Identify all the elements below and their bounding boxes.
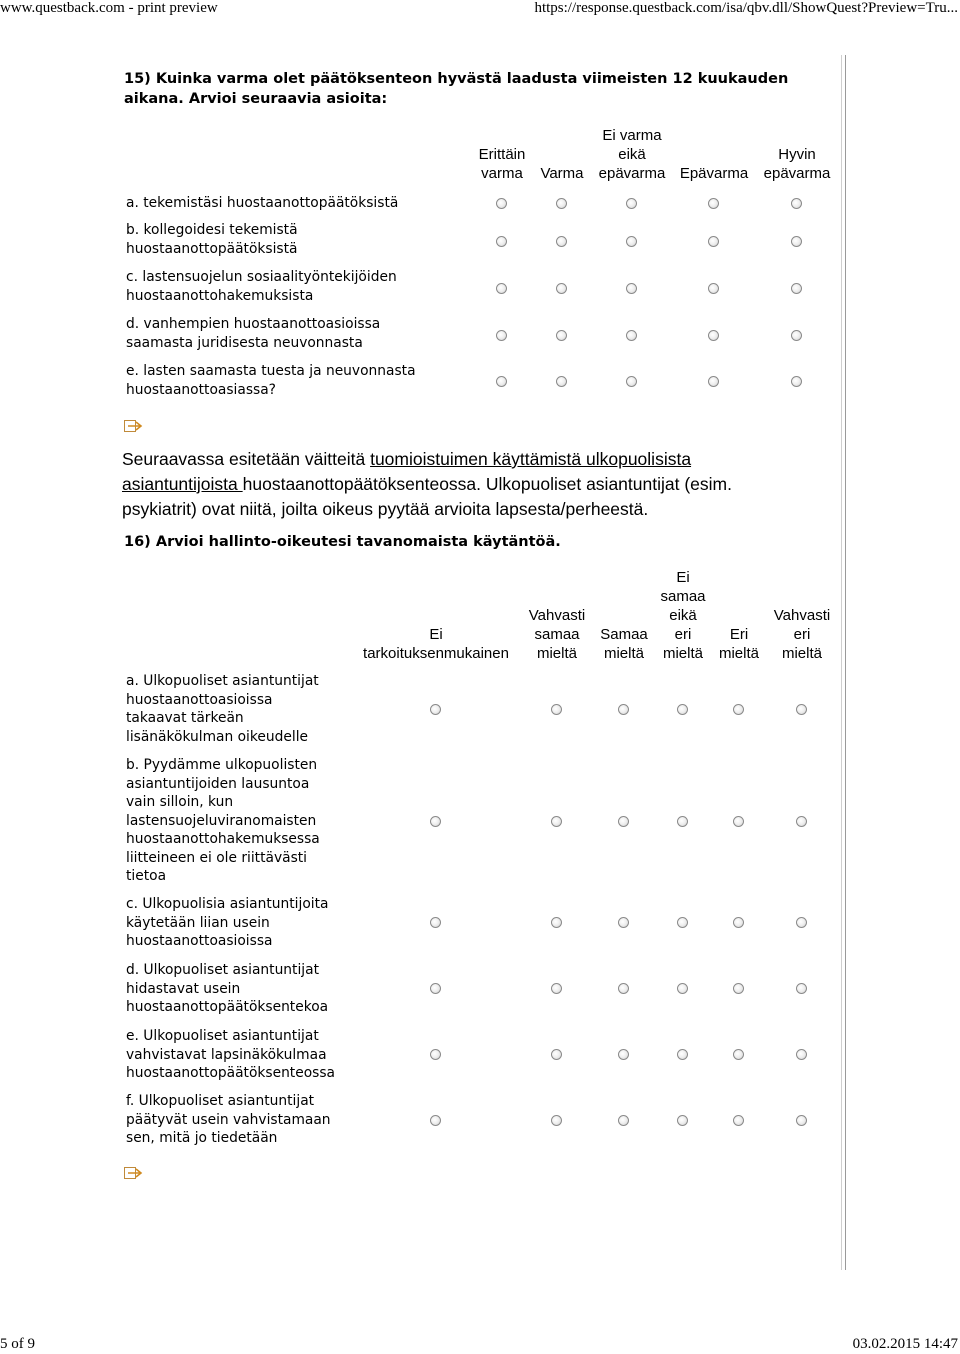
q16-column-header-line: mieltä	[662, 645, 703, 662]
q16-column-header-line: Vahvasti	[528, 607, 586, 624]
q16-row-label-line: f. Ulkopuoliset asiantuntijat	[126, 1093, 315, 1109]
q16-row-label-line: e. Ulkopuoliset asiantuntijat	[126, 1028, 319, 1044]
q15-radio-button[interactable]	[626, 236, 637, 247]
q16-column-header-line: Eri	[729, 626, 749, 643]
q16-row-label	[126, 1027, 335, 1083]
q15-row-label-line: c. lastensuojelun sosiaalityöntekijöiden	[126, 269, 397, 285]
q16-row-label-line: käytetään liian usein	[126, 914, 270, 931]
q15-column-header-line: Hyvin	[778, 146, 816, 163]
q16-radio-button[interactable]	[733, 917, 744, 928]
q15-column-header	[532, 164, 592, 183]
q16-radio-button[interactable]	[796, 816, 807, 827]
q16-row-label-line: takaavat tärkeän	[126, 710, 244, 726]
q16-row-label-line: hidastavat usein	[126, 980, 241, 997]
q16-column-header-line: Ei	[676, 569, 690, 586]
q15-radio-button[interactable]	[556, 330, 567, 341]
q15-radio-button[interactable]	[708, 283, 719, 294]
q16-radio-button[interactable]	[733, 983, 744, 994]
q15-column-header-line: Varma	[540, 165, 584, 182]
q15-radio-button[interactable]	[556, 198, 567, 209]
q16-row-label-line: asiantuntijoiden lausuntoa	[126, 775, 310, 792]
info-text-2: huostaanottopäätöksenteossa. Ulkopuoliset asiantuntijat (esim.	[242, 474, 732, 494]
q15-radio-button[interactable]	[626, 376, 637, 387]
q16-column-header	[596, 625, 652, 663]
q16-row-label	[126, 672, 319, 746]
info-text-3: psykiatrit) ovat niitä, joilta oikeus pyytää arvioita lapsesta/perheestä.	[122, 499, 649, 519]
q15-radio-button[interactable]	[496, 376, 507, 387]
q15-column-header-line: epävarma	[598, 165, 666, 182]
q15-radio-button[interactable]	[496, 283, 507, 294]
q16-column-header-line: eri	[674, 626, 692, 643]
q15-radio-button[interactable]	[496, 236, 507, 247]
q16-radio-button[interactable]	[733, 704, 744, 715]
q15-row-label-line: a. tekemistäsi huostaanottopäätöksistä	[126, 195, 399, 211]
q16-column-header-line: eikä	[669, 607, 697, 624]
q15-column-header	[757, 145, 837, 183]
q15-column-header-line: Epävarma	[679, 165, 749, 182]
q16-radio-button[interactable]	[677, 1115, 688, 1126]
q16-radio-button[interactable]	[618, 1049, 629, 1060]
q15-radio-button[interactable]	[556, 376, 567, 387]
q16-radio-button[interactable]	[430, 1049, 441, 1060]
print-header-title: www.questback.com - print preview	[0, 0, 218, 16]
info-text-1: Seuraavassa esitetään väitteitä	[122, 449, 371, 469]
q16-radio-button[interactable]	[618, 704, 629, 715]
q16-row-label-line: liitteineen ei ole riittävästi	[126, 849, 308, 866]
q15-radio-button[interactable]	[556, 283, 567, 294]
q16-radio-button[interactable]	[430, 816, 441, 827]
info-link-text-2: asiantuntijoista	[122, 474, 243, 494]
q16-row-label-line: huostaanottoasioissa	[126, 933, 273, 949]
q16-column-header-line: mieltä	[536, 645, 577, 662]
q16-radio-button[interactable]	[796, 983, 807, 994]
q16-radio-button[interactable]	[618, 816, 629, 827]
q15-radio-button[interactable]	[708, 236, 719, 247]
q16-row-label	[126, 895, 329, 951]
q16-radio-button[interactable]	[677, 704, 688, 715]
q15-row-label-line: saamasta juridisesta neuvonnasta	[126, 334, 363, 351]
q15-title-line1: 15) Kuinka varma olet päätöksenteon hyvästä laadusta viimeisten 12 kuukauden	[124, 71, 789, 87]
q16-row-label-line: a. Ulkopuoliset asiantuntijat	[126, 673, 319, 689]
q15-radio-button[interactable]	[708, 330, 719, 341]
next-arrow-icon-bottom[interactable]	[124, 1166, 146, 1180]
q16-column-header	[767, 606, 837, 663]
q16-column-header	[714, 625, 764, 663]
q16-column-header	[658, 568, 708, 663]
q15-title-line2: aikana. Arvioi seuraavia asioita:	[124, 91, 388, 107]
q15-radio-button[interactable]	[791, 330, 802, 341]
q16-row-label	[126, 756, 320, 886]
q15-row-label-line: huostaanottopäätöksistä	[126, 240, 298, 257]
q16-row-label-line: lastensuojeluviranomaisten	[126, 812, 317, 829]
q15-radio-button[interactable]	[791, 236, 802, 247]
q16-row-label	[126, 1092, 331, 1148]
info-link-text-1: tuomioistuimen käyttämistä ulkopuolisista	[370, 449, 692, 469]
q15-row-label	[126, 268, 397, 305]
q16-radio-button[interactable]	[551, 816, 562, 827]
q15-radio-button[interactable]	[791, 198, 802, 209]
q15-column-header	[592, 126, 672, 183]
q16-radio-button[interactable]	[733, 1115, 744, 1126]
q16-radio-button[interactable]	[796, 1049, 807, 1060]
q16-row-label-line: huostaanottohakemuksessa	[126, 831, 320, 847]
q16-row-label-line: sen, mitä jo tiedetään	[126, 1130, 278, 1146]
q16-column-header-line: Ei	[429, 626, 443, 643]
q16-radio-button[interactable]	[733, 816, 744, 827]
q16-column-header-line: mieltä	[603, 645, 644, 662]
q16-radio-button[interactable]	[677, 917, 688, 928]
q15-radio-button[interactable]	[626, 198, 637, 209]
q15-radio-button[interactable]	[626, 330, 637, 341]
q15-radio-button[interactable]	[791, 376, 802, 387]
page-number: 5 of 9	[0, 1336, 35, 1352]
q15-column-header	[674, 164, 754, 183]
q15-radio-button[interactable]	[626, 283, 637, 294]
q16-radio-button[interactable]	[677, 1049, 688, 1060]
q16-column-header-line: samaa	[534, 626, 580, 643]
q16-radio-button[interactable]	[796, 704, 807, 715]
q16-radio-button[interactable]	[551, 917, 562, 928]
q15-row-label-line: huostaanottoasiassa?	[126, 381, 276, 398]
q15-row-label	[126, 362, 416, 399]
q16-column-header-line: tarkoituksenmukainen	[363, 645, 509, 662]
print-footer	[0, 1336, 960, 1354]
q15-column-header-line: Ei varma	[602, 127, 662, 144]
q16-row-label-line: vahvistavat lapsinäkökulmaa	[126, 1046, 327, 1063]
q16-row-label-line: päätyvät usein vahvistamaan	[126, 1111, 331, 1128]
info-paragraph	[122, 447, 822, 522]
q16-radio-button[interactable]	[430, 917, 441, 928]
q15-column-header-line: varma	[481, 165, 523, 182]
print-header	[0, 0, 960, 20]
q16-column-header	[522, 606, 592, 663]
q15-radio-button[interactable]	[708, 376, 719, 387]
print-date: 03.02.2015 14:47	[852, 1336, 958, 1352]
q16-column-header-line: mieltä	[781, 645, 822, 662]
q16-row-label-line: vain silloin, kun	[126, 794, 234, 810]
q16-column-header	[351, 625, 521, 663]
q16-column-header-line: Vahvasti	[773, 607, 831, 624]
q16-row-label-line: lisänäkökulman oikeudelle	[126, 728, 309, 745]
q16-radio-button[interactable]	[618, 1115, 629, 1126]
print-header-url: https://response.questback.com/isa/qbv.dll/ShowQuest?Preview=Tru...	[534, 0, 958, 16]
q16-column-header-line: Samaa	[600, 626, 648, 643]
q16-radio-button[interactable]	[430, 1115, 441, 1126]
q16-radio-button[interactable]	[796, 1115, 807, 1126]
q15-radio-button[interactable]	[791, 283, 802, 294]
q15-row-label-line: d. vanhempien huostaanottoasioissa	[126, 316, 381, 332]
q16-radio-button[interactable]	[551, 704, 562, 715]
q15-row-label	[126, 315, 380, 352]
q16-radio-button[interactable]	[618, 983, 629, 994]
q15-row-label-line: b. kollegoidesi tekemistä	[126, 222, 298, 238]
q16-column-header-line: mieltä	[718, 645, 759, 662]
q16-column-header-line: eri	[793, 626, 811, 643]
q16-radio-button[interactable]	[551, 983, 562, 994]
q16-row-label-line: tietoa	[126, 868, 167, 884]
q16-row-label-line: d. Ulkopuoliset asiantuntijat	[126, 962, 319, 978]
q16-radio-button[interactable]	[551, 1115, 562, 1126]
q15-column-header-line: epävarma	[763, 165, 831, 182]
q15-radio-button[interactable]	[496, 198, 507, 209]
q15-column-header-line: eikä	[618, 146, 646, 163]
q15-row-label	[126, 221, 298, 258]
q16-radio-button[interactable]	[677, 983, 688, 994]
q16-radio-button[interactable]	[677, 816, 688, 827]
q16-radio-button[interactable]	[733, 1049, 744, 1060]
q16-row-label-line: huostaanottopäätöksenteossa	[126, 1065, 335, 1081]
q16-row-label-line: b. Pyydämme ulkopuolisten	[126, 757, 318, 773]
q15-column-header	[467, 145, 537, 183]
q15-row-label-line: huostaanottohakemuksista	[126, 287, 314, 304]
q16-radio-button[interactable]	[430, 983, 441, 994]
q16-radio-button[interactable]	[551, 1049, 562, 1060]
q16-column-header-line: samaa	[660, 588, 706, 605]
q16-row-label-line: c. Ulkopuolisia asiantuntijoita	[126, 896, 329, 912]
q16-radio-button[interactable]	[618, 917, 629, 928]
q16-radio-button[interactable]	[796, 917, 807, 928]
q16-row-label-line: huostaanottoasioissa	[126, 691, 273, 708]
q15-row-label	[126, 194, 398, 213]
q15-row-label-line: e. lasten saamasta tuesta ja neuvonnasta	[126, 363, 416, 379]
q16-radio-button[interactable]	[430, 704, 441, 715]
next-arrow-icon[interactable]	[124, 419, 146, 433]
q15-radio-button[interactable]	[556, 236, 567, 247]
q15-column-header-line: Erittäin	[478, 146, 526, 163]
q15-radio-button[interactable]	[708, 198, 719, 209]
q16-row-label-line: huostaanottopäätöksentekoa	[126, 999, 329, 1015]
q15-radio-button[interactable]	[496, 330, 507, 341]
q16-row-label	[126, 961, 328, 1017]
q16-title: 16) Arvioi hallinto-oikeutesi tavanomaista käytäntöä.	[124, 534, 561, 550]
